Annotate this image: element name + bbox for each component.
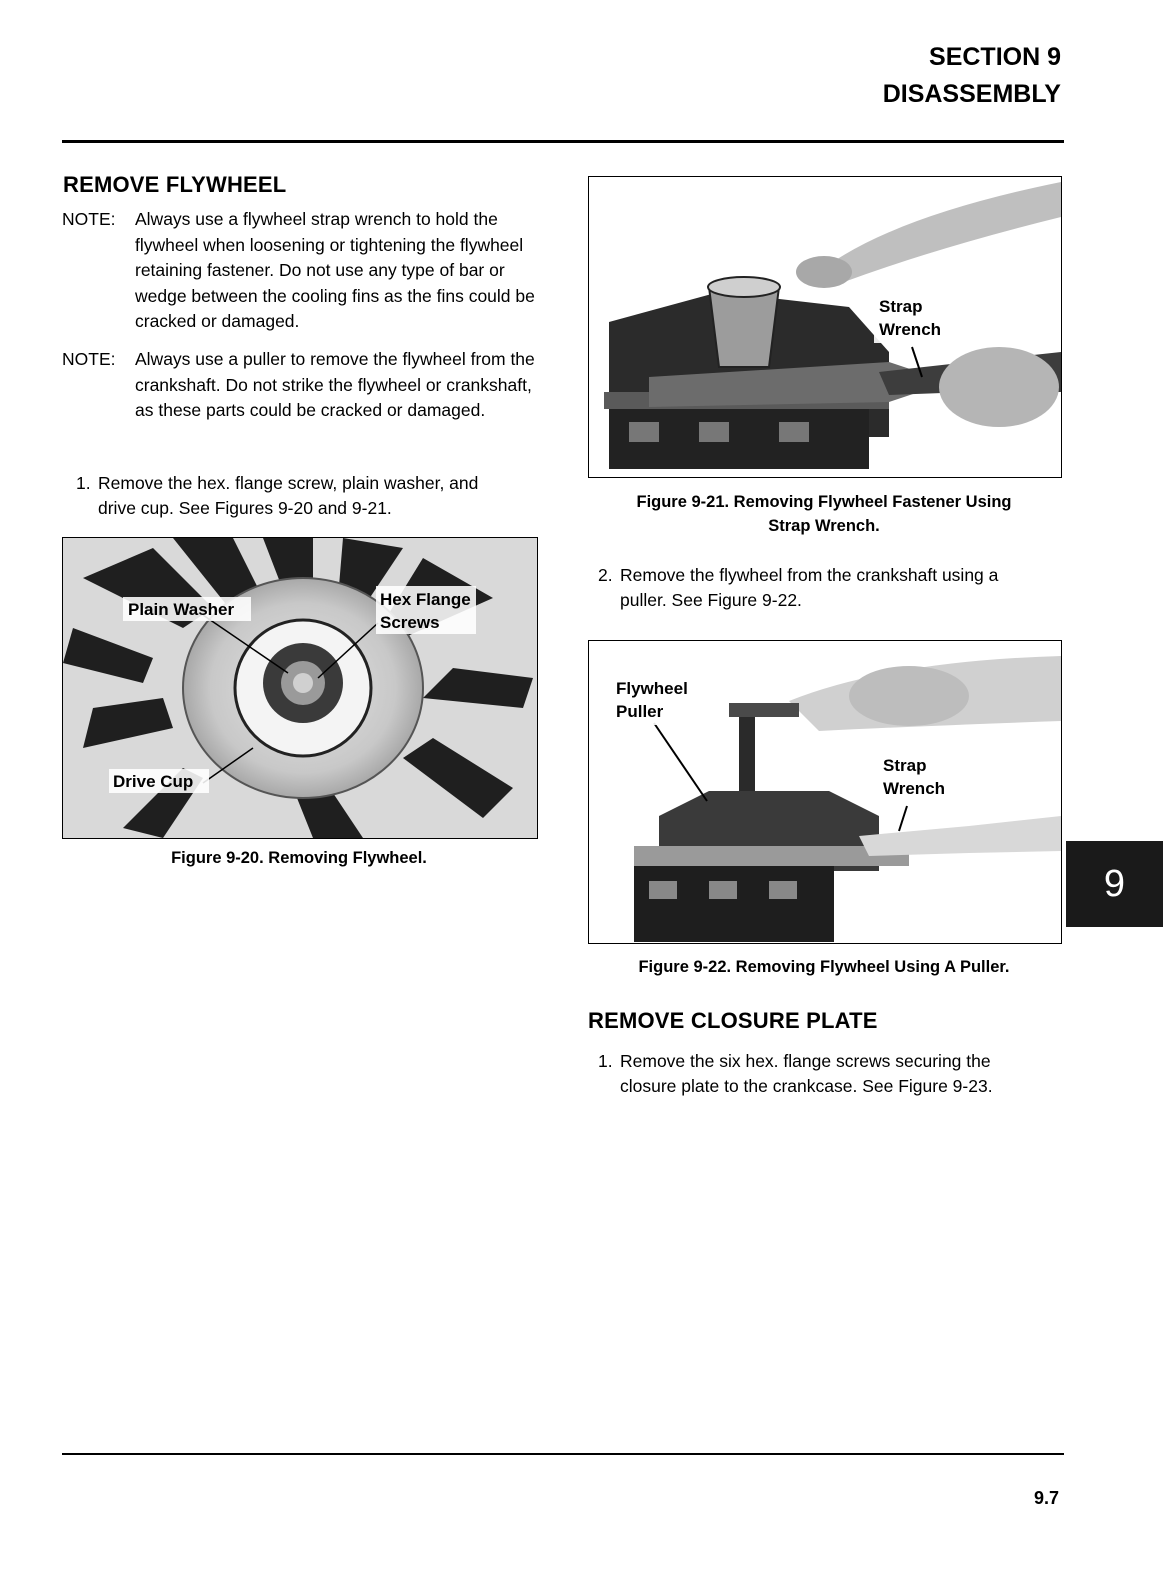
page-number: 9.7 bbox=[1033, 1488, 1059, 1508]
figure-9-22-caption: Figure 9-22. Removing Flywheel Using A Puller. bbox=[638, 958, 1010, 976]
label-screws: Screws bbox=[380, 613, 440, 632]
step-text-line: puller. See Figure 9-22. bbox=[620, 590, 802, 610]
note-1 bbox=[62, 207, 552, 337]
step-text-line: Remove the six hex. flange screws securing the bbox=[620, 1051, 991, 1071]
section-tab: 9 bbox=[1066, 841, 1163, 927]
label-hex-flange: Hex Flange bbox=[380, 590, 471, 609]
figure-9-21-image bbox=[588, 176, 1062, 478]
label-plain-washer: Plain Washer bbox=[128, 600, 235, 619]
caption-line: Figure 9-21. Removing Flywheel Fastener Using bbox=[636, 493, 1012, 511]
label-flywheel: Flywheel bbox=[616, 679, 688, 698]
heading-remove-closure-plate: REMOVE CLOSURE PLATE bbox=[588, 1008, 878, 1033]
label-strap: Strap bbox=[879, 297, 923, 316]
section-number: SECTION 9 bbox=[929, 43, 1061, 71]
figure-9-20-caption: Figure 9-20. Removing Flywheel. bbox=[171, 849, 427, 867]
puller-photo bbox=[589, 641, 1061, 943]
label-wrench: Wrench bbox=[879, 320, 942, 339]
step-number: 1. bbox=[598, 1051, 613, 1071]
step-number: 2. bbox=[598, 565, 613, 585]
label-strap: Strap bbox=[883, 756, 927, 775]
step-1-remove-screw bbox=[76, 471, 546, 523]
note-text: Always use a puller to remove the flywheel from the crankshaft. Do not strike the flywheel or crankshaft, as these parts could be cracked or damaged. bbox=[135, 349, 535, 420]
note-label: NOTE: bbox=[62, 209, 116, 229]
header-rule bbox=[62, 140, 1064, 143]
section-title: DISASSEMBLY bbox=[882, 80, 1061, 108]
note-text: Always use a flywheel strap wrench to hold the flywheel when loosening or tightening the flywheel retaining fastener. Do not use any type of bar or wedge between the cooling fins as the fins could be cracked or damaged. bbox=[135, 209, 535, 331]
note-label: NOTE: bbox=[62, 349, 116, 369]
label-wrench: Wrench bbox=[883, 779, 946, 798]
note-2 bbox=[62, 347, 552, 452]
step-text-line: Remove the hex. flange screw, plain washer, and bbox=[98, 473, 479, 493]
figure-9-20-image bbox=[62, 537, 538, 839]
step-number: 1. bbox=[76, 473, 91, 493]
heading-remove-flywheel: REMOVE FLYWHEEL bbox=[63, 172, 287, 197]
caption-line: Strap Wrench. bbox=[768, 517, 880, 535]
strap-wrench-photo bbox=[589, 177, 1061, 477]
footer-rule bbox=[62, 1453, 1064, 1455]
figure-9-21-caption bbox=[588, 490, 1060, 538]
label-puller: Puller bbox=[616, 702, 664, 721]
figure-9-22-image bbox=[588, 640, 1062, 944]
step-1-remove-closure-screws bbox=[598, 1049, 1058, 1101]
step-text-line: Remove the flywheel from the crankshaft using a bbox=[620, 565, 999, 585]
flywheel-photo bbox=[63, 538, 537, 838]
step-2-remove-flywheel bbox=[598, 563, 1058, 615]
step-text-line: drive cup. See Figures 9-20 and 9-21. bbox=[98, 498, 392, 518]
step-text-line: closure plate to the crankcase. See Figure 9-23. bbox=[620, 1076, 993, 1096]
label-drive-cup: Drive Cup bbox=[113, 772, 194, 791]
